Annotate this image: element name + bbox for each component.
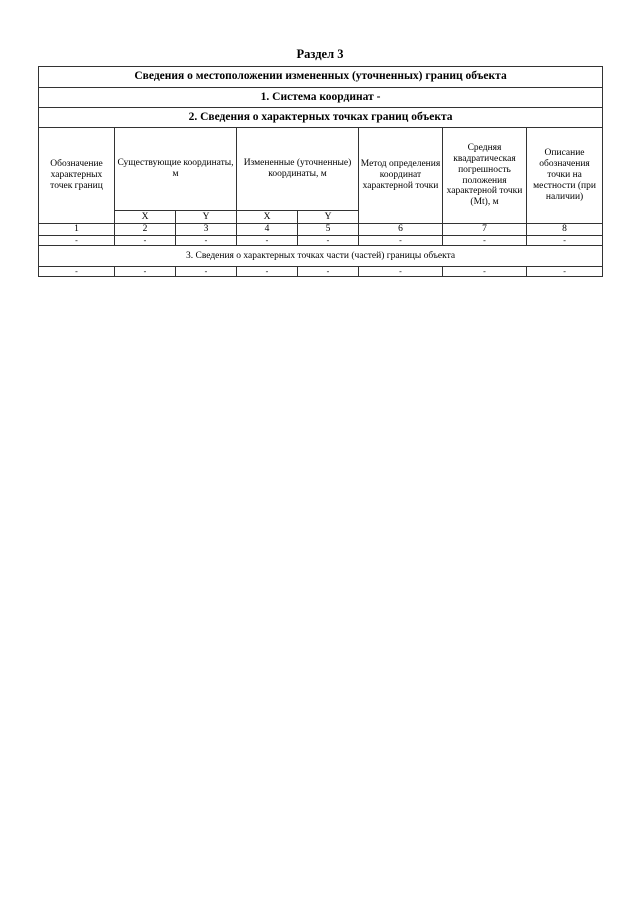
header-existing-y: Y (176, 211, 237, 224)
boundary-table (38, 66, 603, 277)
header-changed-x: X (237, 211, 298, 224)
table-cell: - (298, 267, 359, 277)
points-heading-row: 2. Сведения о характерных точках границ объекта (39, 108, 603, 128)
table-cell: - (115, 267, 176, 277)
table-cell: - (237, 267, 298, 277)
column-numbers-row (39, 224, 603, 236)
table-title: Сведения о местоположении измененных (уточненных) границ объекта (39, 67, 603, 88)
table-cell: - (39, 267, 115, 277)
column-number: 1 (39, 224, 115, 236)
table-cell: - (176, 267, 237, 277)
column-number: 4 (237, 224, 298, 236)
column-number: 6 (359, 224, 443, 236)
table-cell: - (298, 236, 359, 246)
column-number: 2 (115, 224, 176, 236)
column-number: 3 (176, 224, 237, 236)
section-label: Раздел 3 (296, 47, 344, 61)
table-cell: - (176, 236, 237, 246)
table-cell: - (527, 267, 603, 277)
column-number: 5 (298, 224, 359, 236)
column-number: 8 (527, 224, 603, 236)
table-cell: - (527, 236, 603, 246)
table-cell: - (115, 236, 176, 246)
column-number: 7 (443, 224, 527, 236)
header-existing-coords: Существующие координаты, м (115, 128, 237, 211)
table-cell: - (39, 236, 115, 246)
header-changed-coords: Измененные (уточненные) координаты, м (237, 128, 359, 211)
coord-system-row: 1. Система координат - (39, 88, 603, 108)
table-cell: - (237, 236, 298, 246)
points-data-row (39, 236, 603, 246)
table-cell: - (359, 267, 443, 277)
part-data-row (39, 267, 603, 277)
header-changed-y: Y (298, 211, 359, 224)
table-cell: - (359, 236, 443, 246)
header-description: Описание обозначения точки на местности (при наличии) (527, 128, 603, 224)
header-existing-x: X (115, 211, 176, 224)
header-error: Средняя квадратическая погрешность положения характерной точки (Мt), м (443, 128, 527, 224)
part-heading-row: 3. Сведения о характерных точках части (частей) границы объекта (39, 246, 603, 267)
header-designation: Обозначение характерных точек границ (39, 128, 115, 224)
table-cell: - (443, 267, 527, 277)
header-method: Метод определения координат характерной точки (359, 128, 443, 224)
table-cell: - (443, 236, 527, 246)
